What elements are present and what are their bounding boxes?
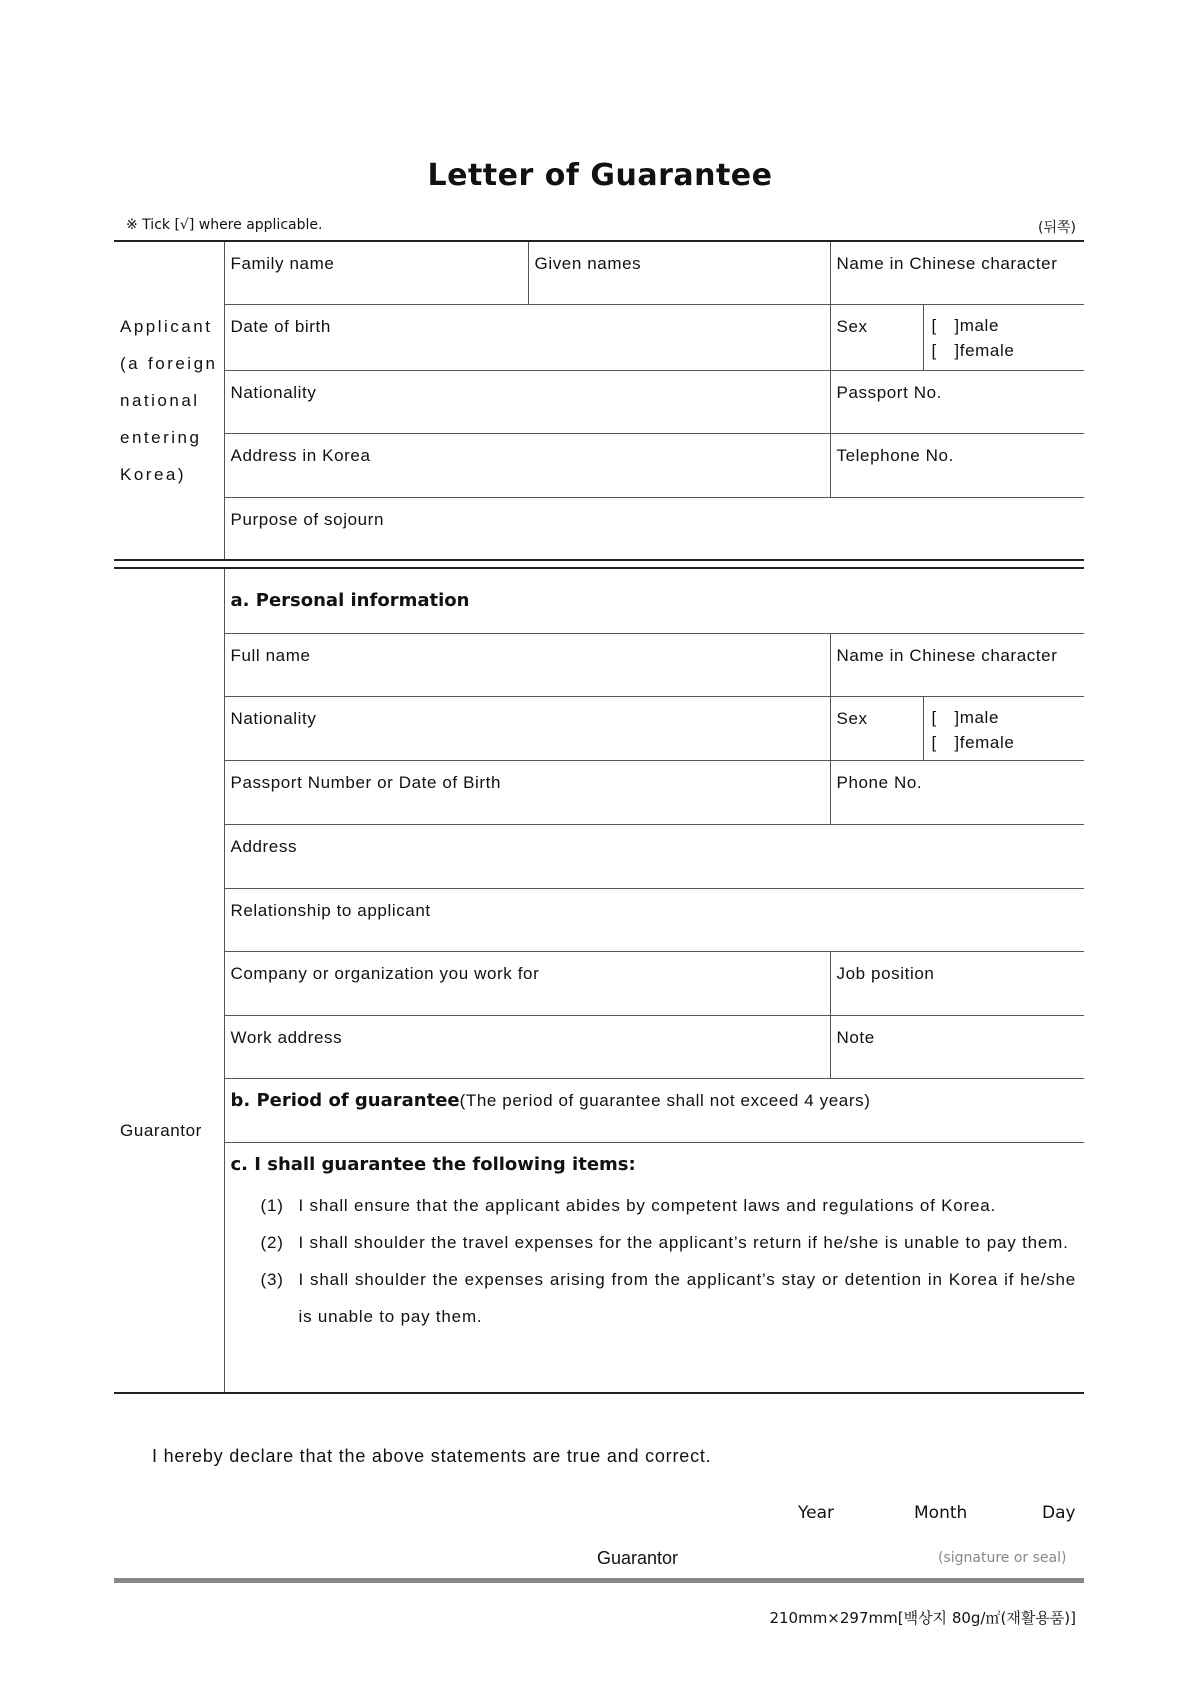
job-position-field[interactable]: Job position — [830, 951, 1084, 1015]
declaration-text: I hereby declare that the above statements are true and correct. — [152, 1446, 712, 1466]
relationship-field[interactable]: Relationship to applicant — [224, 888, 1084, 951]
passport-no-field[interactable]: Passport No. — [830, 370, 1084, 433]
guarantor-table — [114, 567, 1084, 1394]
applicant-group-label: Applicant (a foreign national entering Korea) — [114, 241, 224, 560]
applicant-nationality-field[interactable]: Nationality — [224, 370, 830, 433]
guarantor-sex-male-checkbox[interactable]: [ ]male — [931, 707, 999, 727]
applicant-sex-male-checkbox[interactable]: [ ]male — [931, 315, 999, 335]
guarantor-full-name-field[interactable]: Full name — [224, 633, 830, 696]
document-title: Letter of Guarantee — [427, 158, 773, 193]
company-field[interactable]: Company or organization you work for — [224, 951, 830, 1015]
tick-notice: ※ Tick [√] where applicable. — [126, 217, 323, 233]
guarantor-sex-options — [923, 696, 1084, 760]
signature-hint[interactable]: (signature or seal) — [938, 1550, 1067, 1566]
passport-or-dob-field[interactable]: Passport Number or Date of Birth — [224, 760, 830, 824]
guarantee-item: (3) I shall shoulder the expenses arising from the applicant’s stay or detention in Korea if he/she is unable to pay them. — [260, 1269, 1077, 1326]
year-label[interactable]: Year — [798, 1503, 834, 1523]
work-address-field[interactable]: Work address — [224, 1015, 830, 1078]
guarantor-sex-female-checkbox[interactable]: [ ]female — [931, 732, 1015, 752]
period-of-guarantee-field[interactable] — [224, 1078, 1084, 1142]
day-label[interactable]: Day — [1042, 1503, 1076, 1523]
applicant-sex-label: Sex — [830, 304, 923, 370]
applicant-sex-options — [923, 304, 1084, 370]
guarantor-sex-label: Sex — [830, 696, 923, 760]
given-names-field[interactable]: Given names — [528, 241, 830, 304]
applicant-sex-female-checkbox[interactable]: [ ]female — [931, 340, 1015, 360]
family-name-field[interactable]: Family name — [224, 241, 528, 304]
applicant-chinese-name-field[interactable]: Name in Chinese character — [830, 241, 1084, 304]
guarantor-section — [114, 567, 1084, 1394]
address-in-korea-field[interactable]: Address in Korea — [224, 433, 830, 497]
guarantor-group-label: Guarantor — [114, 568, 224, 1393]
telephone-no-field[interactable]: Telephone No. — [830, 433, 1084, 497]
paper-spec: 210mm×297mm[백상지 80g/㎡(재활용품)] — [769, 1609, 1076, 1627]
guarantee-item: (1) I shall ensure that the applicant abides by competent laws and regulations of Korea. — [260, 1195, 997, 1215]
note-field[interactable]: Note — [830, 1015, 1084, 1078]
section-a-heading: a. Personal information — [224, 568, 1084, 633]
section-b-note: (The period of guarantee shall not exceed 4 years) — [459, 1090, 871, 1110]
guarantor-chinese-name-field[interactable]: Name in Chinese character — [830, 633, 1084, 696]
guarantee-items-list — [231, 1181, 1079, 1335]
guarantee-items-cell — [224, 1142, 1084, 1393]
applicant-section — [114, 240, 1084, 561]
section-b-title: b. Period of guarantee — [230, 1089, 460, 1111]
guarantee-item: (2) I shall shoulder the travel expenses for the applicant’s return if he/she is unable to pay them. — [260, 1232, 1069, 1252]
guarantor-address-field[interactable]: Address — [224, 824, 1084, 888]
applicant-table — [114, 240, 1084, 561]
guarantor-nationality-field[interactable]: Nationality — [224, 696, 830, 760]
phone-no-field[interactable]: Phone No. — [830, 760, 1084, 824]
date-of-birth-field[interactable]: Date of birth — [224, 304, 830, 370]
month-label[interactable]: Month — [914, 1503, 968, 1523]
purpose-of-sojourn-field[interactable]: Purpose of sojourn — [224, 497, 1084, 560]
section-c-title: c. I shall guarantee the following items: — [230, 1153, 636, 1175]
bottom-divider — [114, 1578, 1084, 1583]
side-label: (뒤쪽) — [1038, 220, 1076, 236]
guarantor-signature-label: Guarantor — [597, 1548, 679, 1568]
